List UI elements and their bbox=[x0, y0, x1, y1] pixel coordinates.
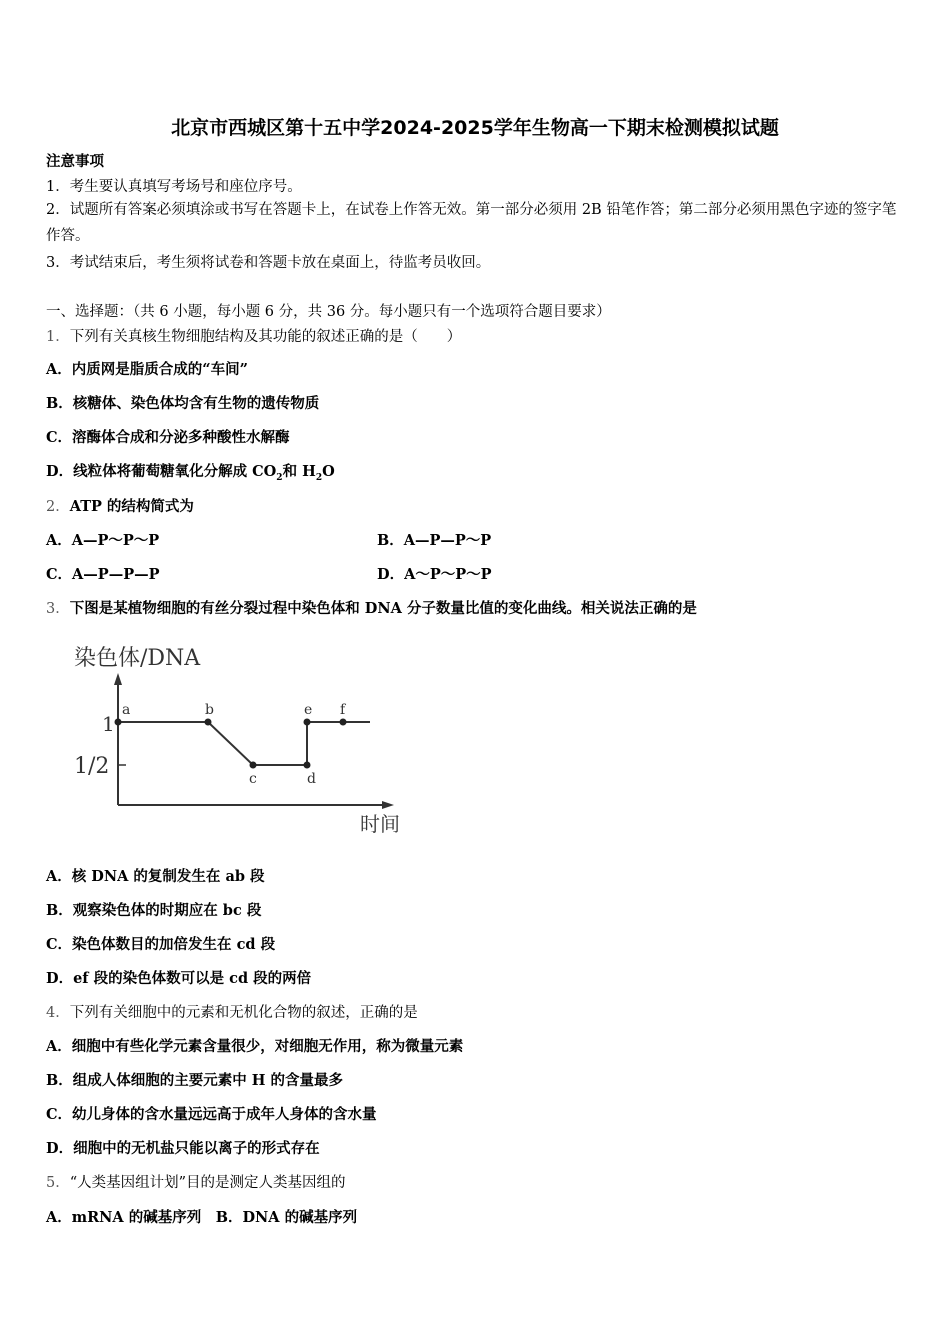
question-number: 3． bbox=[46, 601, 70, 617]
ratio-line bbox=[118, 722, 370, 765]
q5-options-ab: A．mRNA 的碱基序列 B．DNA 的碱基序列 bbox=[46, 1209, 358, 1226]
question-number: 2． bbox=[46, 499, 70, 515]
q4-option-a: A．细胞中有些化学元素含量很少，对细胞无作用，称为微量元素 bbox=[46, 1038, 464, 1055]
x-axis-arrow bbox=[382, 801, 394, 809]
page-title: 北京市西城区第十五中学2024-2025学年生物高一下期末检测模拟试题 bbox=[171, 117, 779, 139]
y-tick-label-1: 1 bbox=[102, 712, 115, 736]
notice-item-3: 3．考试结束后，考生须将试卷和答题卡放在桌面上，待监考员收回。 bbox=[46, 255, 491, 271]
question-stem: 下列有关真核生物细胞结构及其功能的叙述正确的是（ ） bbox=[69, 329, 462, 345]
subscript: 2 bbox=[276, 472, 283, 483]
point-c bbox=[250, 762, 257, 769]
q4-option-c: C．幼儿身体的含水量远远高于成年人身体的含水量 bbox=[46, 1106, 377, 1123]
section-heading: 一、选择题：（共 6 小题，每小题 6 分，共 36 分。每小题只有一个选项符合题目要求） bbox=[46, 304, 611, 320]
notice-heading: 注意事项 bbox=[46, 153, 104, 170]
point-label-e: e bbox=[304, 702, 313, 718]
q3-option-d: D．ef 段的染色体数可以是 cd 段的两倍 bbox=[46, 970, 312, 987]
q1-option-a: A．内质网是脂质合成的“车间” bbox=[46, 361, 248, 378]
notice-item-2: 2．试题所有答案必须填涂或书写在答题卡上，在试卷上作答无效。第一部分必须用 2B 铅笔作答；第二部分必须用黑色字迹的签字笔作答。 bbox=[46, 202, 897, 244]
point-label-a: a bbox=[122, 702, 131, 718]
question-stem: 下列有关细胞中的元素和无机化合物的叙述，正确的是 bbox=[69, 1005, 418, 1021]
question-number: 1． bbox=[46, 329, 70, 345]
question-number: 5． bbox=[46, 1175, 70, 1191]
point-label-b: b bbox=[205, 702, 214, 718]
q1-option-c: C．溶酶体合成和分泌多种酸性水解酶 bbox=[46, 429, 290, 446]
q3-option-a: A．核 DNA 的复制发生在 ab 段 bbox=[46, 868, 265, 885]
question-stem: 下图是某植物细胞的有丝分裂过程中染色体和 DNA 分子数量比值的变化曲线。相关说法正确的是 bbox=[69, 600, 697, 617]
point-label-c: c bbox=[249, 771, 257, 787]
q1-option-d bbox=[46, 460, 335, 483]
point-b bbox=[205, 719, 212, 726]
point-d bbox=[304, 762, 311, 769]
point-a bbox=[115, 719, 122, 726]
q1-option-d-text: D．线粒体将葡萄糖氧化分解成 CO bbox=[46, 463, 277, 480]
y-axis-arrow bbox=[114, 673, 122, 685]
question-number: 4． bbox=[46, 1005, 70, 1021]
question-1 bbox=[46, 325, 461, 346]
x-axis-label: 时间 bbox=[360, 812, 400, 836]
ratio-chart bbox=[60, 635, 420, 845]
q4-option-b: B．组成人体细胞的主要元素中 H 的含量最多 bbox=[46, 1072, 344, 1089]
question-2 bbox=[46, 495, 194, 516]
question-3 bbox=[46, 597, 697, 618]
notice-item-1: 1．考生要认真填写考场号和座位序号。 bbox=[46, 179, 302, 195]
point-e bbox=[304, 719, 311, 726]
q2-option-d: D．A～P～P～P bbox=[377, 566, 492, 583]
q1-option-b: B．核糖体、染色体均含有生物的遗传物质 bbox=[46, 395, 320, 412]
q4-option-d: D．细胞中的无机盐只能以离子的形式存在 bbox=[46, 1140, 320, 1157]
point-label-f: f bbox=[340, 702, 346, 718]
y-tick-label-half: 1/2 bbox=[74, 754, 110, 779]
question-4 bbox=[46, 1001, 418, 1022]
q2-option-c: C．A—P—P—P bbox=[46, 566, 160, 583]
subscript: 2 bbox=[315, 472, 323, 483]
q1-option-d-text: O bbox=[322, 463, 335, 480]
y-axis-label: 染色体/DNA bbox=[74, 646, 201, 671]
q3-option-c: C．染色体数目的加倍发生在 cd 段 bbox=[46, 936, 276, 953]
point-label-d: d bbox=[307, 771, 316, 787]
question-5 bbox=[46, 1171, 346, 1192]
q3-option-b: B．观察染色体的时期应在 bc 段 bbox=[46, 902, 262, 919]
q2-option-a: A．A—P～P～P bbox=[46, 532, 160, 549]
question-stem: “人类基因组计划”目的是测定人类基因组的 bbox=[69, 1175, 346, 1191]
q1-option-d-text: 和 H bbox=[282, 463, 316, 480]
q2-option-b: B．A—P—P～P bbox=[377, 532, 492, 549]
question-stem: ATP 的结构简式为 bbox=[69, 498, 194, 515]
point-f bbox=[340, 719, 347, 726]
